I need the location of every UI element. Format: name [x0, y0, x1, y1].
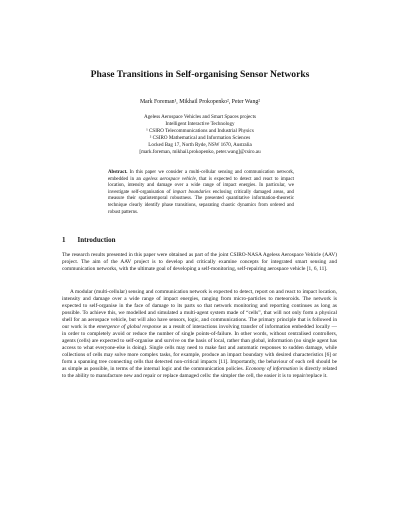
paragraph-text: as a result of interactions involving transfer of information embedded locally — in order to completely avoid or reduce the number of single points-of-failure. In other words, without centralised controllers, agents (cells) are expected to self-organise and survive on the basis of local, rather than global, information (no single agent has access to what everyone-else is doing). Single cells may need to make fast and automatic responses to sudden damage, while collections of cells may solve more complex tasks, for example, produce an impact boundary with desired characteristics [6] or form a spanning tree connecting cells that detected non-critical impacts [11]. Importantly, the behaviour of each cell should be as simple as possible, in terms of the internal logic and the communication policies. [62, 324, 337, 372]
paragraph-text: is directly related to the ability to manufacture new and repair or replace damaged cells: the simpler the cell, the easier it is to repair/replace it. [62, 366, 337, 379]
section-title: Introduction [77, 236, 116, 244]
section-heading [62, 236, 116, 245]
abstract-emphasis: impact boundaries [172, 189, 211, 195]
affiliation-line: Intelligent Interactive Technology [165, 121, 235, 127]
abstract [108, 170, 294, 216]
paper-title: Phase Transitions in Self-organising Sensor Networks [90, 69, 310, 80]
abstract-text: enclosing critically damaged areas, and measure their spatiotemporal robustness. The presented quantitative information-theoretic technique clearly identify phase transitions, separating chaotic dynamics from ordered and robust patterns. [108, 189, 295, 215]
affiliation-line: ¹ CSIRO Telecommunications and Industrial Physics [146, 128, 254, 134]
affiliation-line: Ageless Aerospace Vehicles and Smart Spaces projects [144, 114, 256, 120]
abstract-emphasis: ageless aerospace vehicle [143, 176, 196, 182]
author-list: Mark Foreman¹, Mikhail Prokopenko², Peter Wang² [139, 99, 261, 105]
affiliation-block [0, 114, 400, 156]
affiliation-line: ² CSIRO Mathematical and Information Sciences [149, 135, 251, 141]
affiliation-line: Locked Bag 17, North Ryde, NSW 1670, Australia [148, 142, 252, 148]
abstract-label: Abstract. [108, 170, 128, 175]
abstract-text: In this paper we consider a multi-cellular sensing and communication network, embedded in an [108, 170, 294, 182]
intro-paragraph-1: The research results presented in this paper were obtained as part of the joint CSIRO-NASA Ageless Aerospace Vehicle (AAV) project. The aim of the AAV project is to develop and critically examine concepts for integrated smart sensing and communication networks, with the ultimate goal of developing a self-monitoring, self-repairing aerospace vehicle [1, 6, 11]. [62, 252, 337, 272]
intro-paragraph-2 [62, 289, 337, 380]
paragraph-text: A modular (multi-cellular) sensing and communication network is expected to detect, report on and react to impact location, intensity and damage over a wide range of impact energies, ranging from micro-particles to meteoroids. The network is expected to self-organise in the face of damage to its parts so that network monitoring and reporting continues as long as possible. To achieve this, we modelled and simulated a multi-agent system made of “cells”, that will not only form a physical shell for an aerospace vehicle, but will also have sensors, logic, and communications. The primary principle that is followed in our work is the [62, 289, 337, 330]
paragraph-emphasis: emergence of global response [96, 324, 162, 330]
paragraph-emphasis: Economy of information [245, 366, 298, 372]
author-emails: [mark.foreman, mikhail.prokopenko, peter.wang]@csiro.au [139, 149, 261, 155]
section-number: 1 [62, 236, 66, 244]
abstract-text: , that is expected to detect and react to impact location, intensity and damage over a wide range of impact energies. In particular, we investigate self-organisation of [108, 176, 295, 195]
